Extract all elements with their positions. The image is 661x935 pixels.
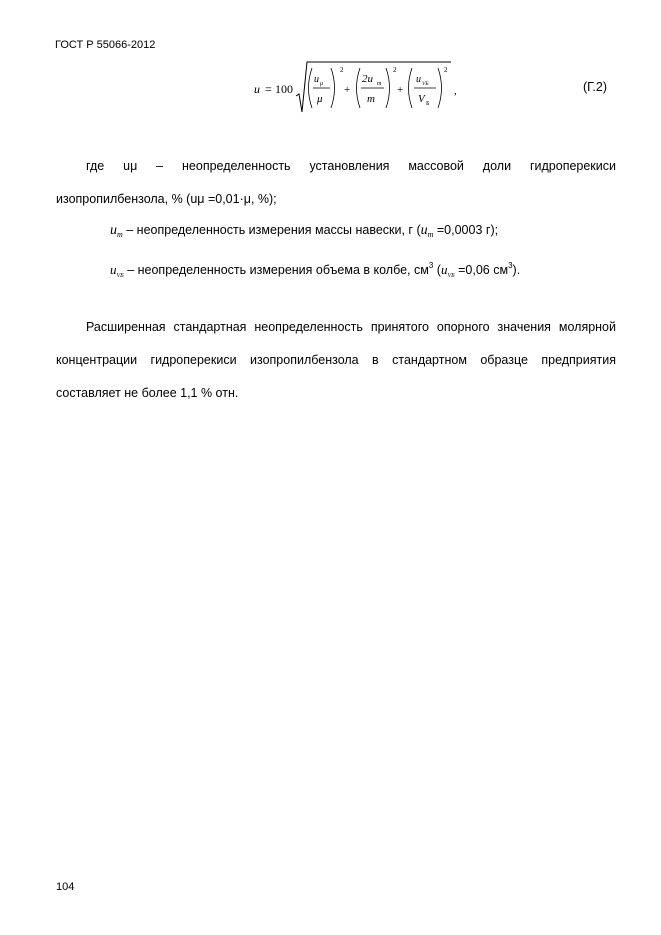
term1-den: μ: [317, 93, 323, 105]
formula-equals: =: [265, 82, 272, 96]
term2-left-paren: [357, 68, 361, 108]
term2-den: m: [367, 93, 375, 105]
formula-trailing-comma: ,: [454, 85, 457, 97]
def-uvb-sup1: 3: [428, 261, 434, 270]
term3-den: V: [418, 93, 425, 105]
term3-den-sub: Б: [426, 101, 430, 107]
def-um-symbol-sub: m: [117, 230, 123, 239]
term1-right-paren: [331, 68, 335, 108]
paragraph-where: где uμ – неопределенность установления массовой доли гидроперекиси изопропилбензола, % (uμ =0,01·μ, %);: [56, 159, 616, 206]
term3-left-paren: [409, 68, 413, 108]
definition-um: [110, 223, 498, 239]
equation-number: (Г.2): [583, 80, 607, 94]
term2-right-paren: [386, 68, 390, 108]
term2-exp: 2: [393, 66, 397, 74]
def-uvb-symbol-sub: VБ: [116, 273, 124, 279]
term1-exp: 2: [340, 66, 344, 74]
def-uvb-value-symbol: u: [440, 262, 448, 277]
term2-num: 2u: [362, 73, 373, 85]
formula-lhs: u: [254, 82, 260, 96]
definition-uvb: [110, 261, 520, 279]
plus-1: +: [344, 84, 351, 96]
term3-num-sub: VБ: [422, 81, 429, 87]
def-uvb-sup2: 3: [508, 261, 513, 270]
def-uvb-text2: (: [433, 263, 441, 277]
def-uvb-text4: ).: [512, 263, 521, 277]
term1-left-paren: [309, 68, 313, 108]
term1-num: u: [314, 74, 319, 85]
def-um-symbol: u: [110, 223, 117, 238]
def-um-text1: – неопределенность измерения массы навески, г (: [122, 223, 421, 237]
document-header: ГОСТ Р 55066-2012: [55, 39, 156, 51]
term3-right-paren: [438, 68, 442, 108]
def-um-value-sub: m: [427, 230, 434, 239]
formula-g2: [250, 58, 480, 120]
term1-num-sub: μ: [320, 81, 324, 87]
formula-coef: 100: [275, 82, 293, 96]
def-um-text2: =0,0003 г);: [433, 223, 499, 237]
def-uvb-text1: – неопределенность измерения объема в колбе, см: [123, 263, 429, 277]
page-number: 104: [56, 881, 75, 893]
plus-2: +: [397, 84, 404, 96]
term3-exp: 2: [444, 66, 448, 74]
def-um-value-symbol: u: [420, 223, 428, 238]
def-uvb-text3: =0,06 см: [454, 263, 509, 277]
term2-num-sub: m: [377, 81, 382, 87]
paragraph-uncertainty: Расширенная стандартная неопределенность принятого опорного значения молярной концентрации гидроперекиси изопропилбензола в стандартном образце предприятия составляет не более 1,1 % отн.: [56, 320, 616, 400]
def-uvb-symbol: u: [110, 262, 117, 277]
term3-num: u: [416, 74, 421, 85]
def-uvb-value-sub: VБ: [447, 273, 455, 279]
